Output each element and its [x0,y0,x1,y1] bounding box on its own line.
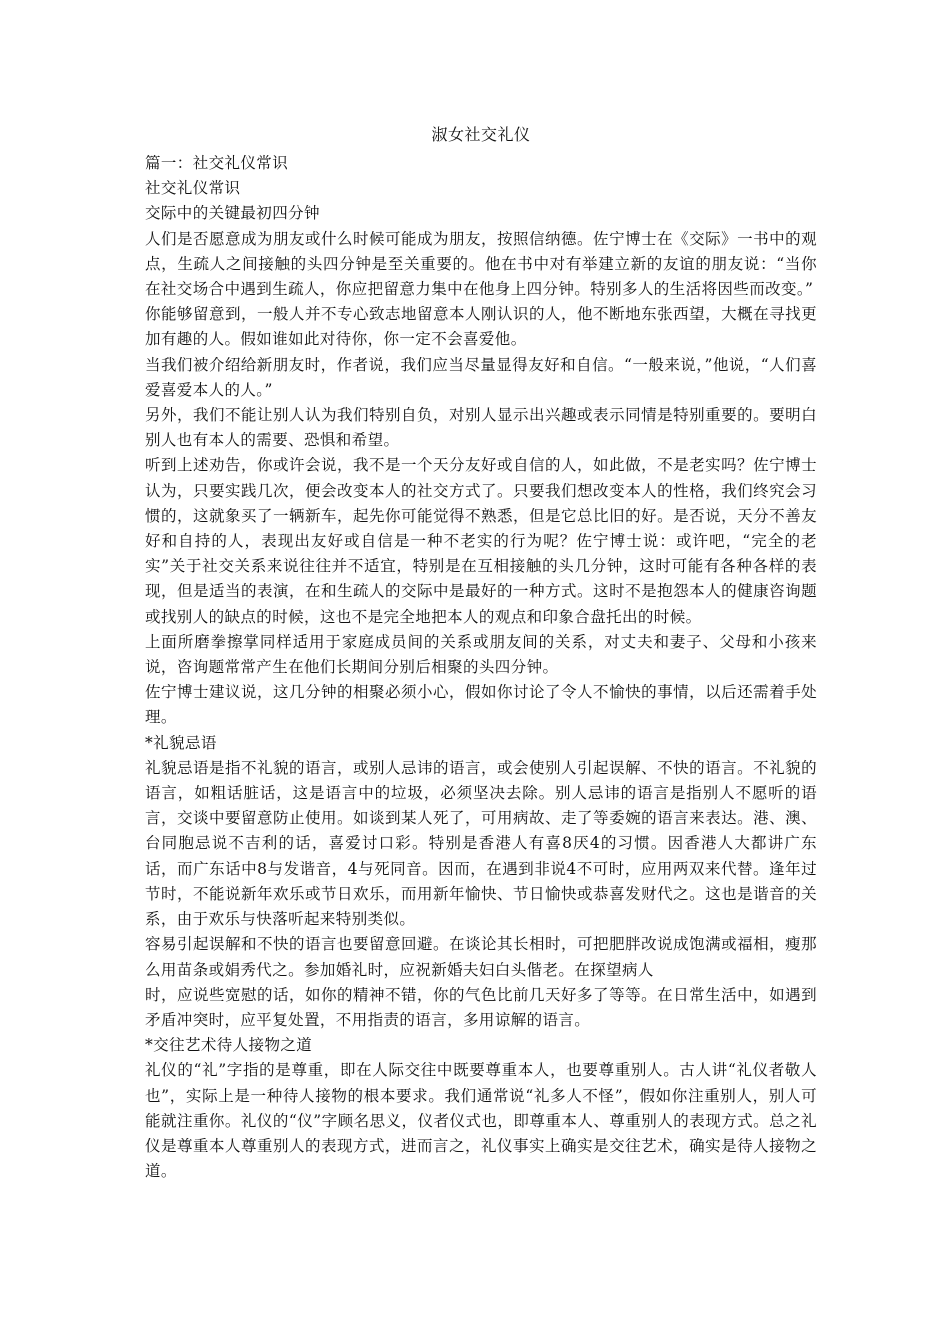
document-title: 淑女社交礼仪 [431,125,531,144]
paragraph-9: 容易引起误解和不快的语言也要留意回避。在谈论其长相时，可把肥胖改说成饱满或福相，瘦那么用苗条或娟秀代之。参加婚礼时，应祝新婚夫妇白头偕老。在探望病人 [145,935,817,979]
paragraph-4: 另外，我们不能让别人认为我们特别自负，对别人显示出兴趣或表示同情是特别重要的。要明白别人也有本人的需要、恐惧和希望。 [145,406,817,450]
paragraph-10: 时，应说些宽慰的话，如你的精神不错，你的气色比前几天好多了等等。在日常生活中，如遇到矛盾冲突时，应平复处置，不用指责的语言，多用谅解的语言。 [145,985,817,1029]
paragraph-11: 礼仪的“礼”字指的是尊重，即在人际交往中既要尊重本人，也要尊重别人。古人讲“礼仪者敬人也”，实际上是一种待人接物的根本要求。我们通常说“礼多人不怪”，假如你注重别人，别人可能就注重你。礼仪的“仪”字顾名思义，仪者仪式也，即尊重本人、尊重别人的表现方式。总之礼仪是尊重本人尊重别人的表现方式，进而言之，礼仪事实上确实是交往艺术，确实是待人接物之道。 [145,1061,817,1181]
section-heading-3: 交际中的关键最初四分钟 [145,204,320,223]
paragraph-5: 听到上述劝告，你或许会说，我不是一个天分友好或自信的人，如此做，不是老实吗？佐宁博士认为，只要实践几次，便会改变本人的社交方式了。只要我们想改变本人的性格，我们终究会习惯的，这就象买了一辆新车，起先你可能觉得不熟悉，但是它总比旧的好。是否说，天分不善友好和自持的人，表现出友好或自信是一种不老实的行为呢？佐宁博士说：或许吧，“完全的老实”关于社交关系来说往往并不适宜，特别是在互相接触的头几分钟，这时可能有各种各样的表现，但是适当的表演，在和生疏人的交际中是最好的一种方式。这时不是抱怨本人的健康咨询题或找别人的缺点的时候，这也不是完全地把本人的观点和印象合盘托出的时候。 [145,456,817,626]
document-page [145,122,817,1184]
paragraph-8: 礼貌忌语是指不礼貌的语言，或别人忌讳的语言，或会使别人引起误解、不快的语言。不礼貌的语言，如粗话脏话，这是语言中的垃圾，必须坚决去除。别人忌讳的语言是指别人不愿听的语言，交谈中要留意防止使用。如谈到某人死了，可用病故、走了等委婉的语言来表达。港、澳、台同胞忌说不吉利的话，喜爱讨口彩。特别是香港人有喜8厌4的习惯。因香港人大都讲广东话，而广东话中8与发谐音，4与死同音。因而，在遇到非说4不可时，应用两双来代替。逢年过节时，不能说新年欢乐或节日欢乐，而用新年愉快、节日愉快或恭喜发财代之。这也是谐音的关系，由于欢乐与快落听起来特别类似。 [145,758,817,929]
section-heading-2: 社交礼仪常识 [145,179,241,198]
section-heading-polite-taboo: *礼貌忌语 [145,733,217,752]
paragraph-1: 人们是否愿意成为朋友或什么时候可能成为朋友，按照信纳德。佐宁博士在《交际》一书中的观点，生疏人之间接触的头四分钟是至关重要的。他在书中对有举建立新的友谊的朋友说：“当你在社交场合中遇到生疏人，你应把留意力集中在他身上四分钟。特别多人的生活将因些而改变。” [145,229,817,299]
section-heading-1: 篇一：社交礼仪常识 [145,154,289,172]
paragraph-2: 你能够留意到，一般人并不专心致志地留意本人刚认识的人，他不断地东张西望，大概在寻找更加有趣的人。假如谁如此对待你，你一定不会喜爱他。 [145,305,817,349]
section-heading-interaction-art: *交往艺术待人接物之道 [145,1036,313,1055]
paragraph-3: 当我们被介绍给新朋友时，作者说，我们应当尽量显得友好和自信。“一般来说，”他说，“人们喜爱喜爱本人的人。” [145,355,817,399]
paragraph-6: 上面所磨拳擦掌同样适用于家庭成员间的关系或朋友间的关系，对丈夫和妻子、父母和小孩来说，咨询题常常产生在他们长期间分别后相聚的头四分钟。 [145,632,817,677]
paragraph-7: 佐宁博士建议说，这几分钟的相聚必须小心，假如你讨论了令人不愉快的事情，以后还需着手处理。 [145,683,817,727]
